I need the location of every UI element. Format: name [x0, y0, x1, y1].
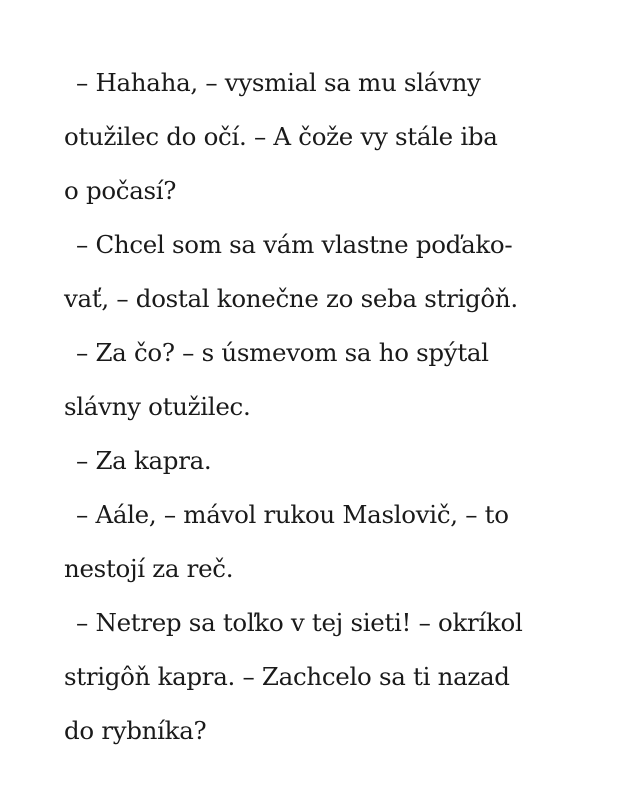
- text-line-3: o počasí?: [64, 176, 177, 205]
- text-line-10: nestojí za reč.: [64, 554, 234, 583]
- text-line-5: vať, – dostal konečne zo seba strigôň.: [64, 284, 518, 313]
- text-line-7: slávny otužilec.: [64, 392, 251, 421]
- text-line-6: – Za čo? – s úsmevom sa ho spýtal: [76, 338, 489, 367]
- text-line-9: – Aále, – mávol rukou Maslovič, – to: [76, 500, 509, 529]
- text-line-13: do rybníka?: [64, 716, 207, 745]
- text-line-8: – Za kapra.: [76, 446, 212, 475]
- text-line-11: – Netrep sa toľko v tej sieti! – okríkol: [76, 608, 523, 637]
- text-line-12: strigôň kapra. – Zachcelo sa ti nazad: [64, 662, 510, 691]
- story-text: [64, 56, 604, 758]
- text-line-4: – Chcel som sa vám vlastne poďako-: [76, 230, 513, 259]
- text-line-1: – Hahaha, – vysmial sa mu slávny: [76, 68, 481, 97]
- text-line-2: otužilec do očí. – A čože vy stále iba: [64, 122, 498, 151]
